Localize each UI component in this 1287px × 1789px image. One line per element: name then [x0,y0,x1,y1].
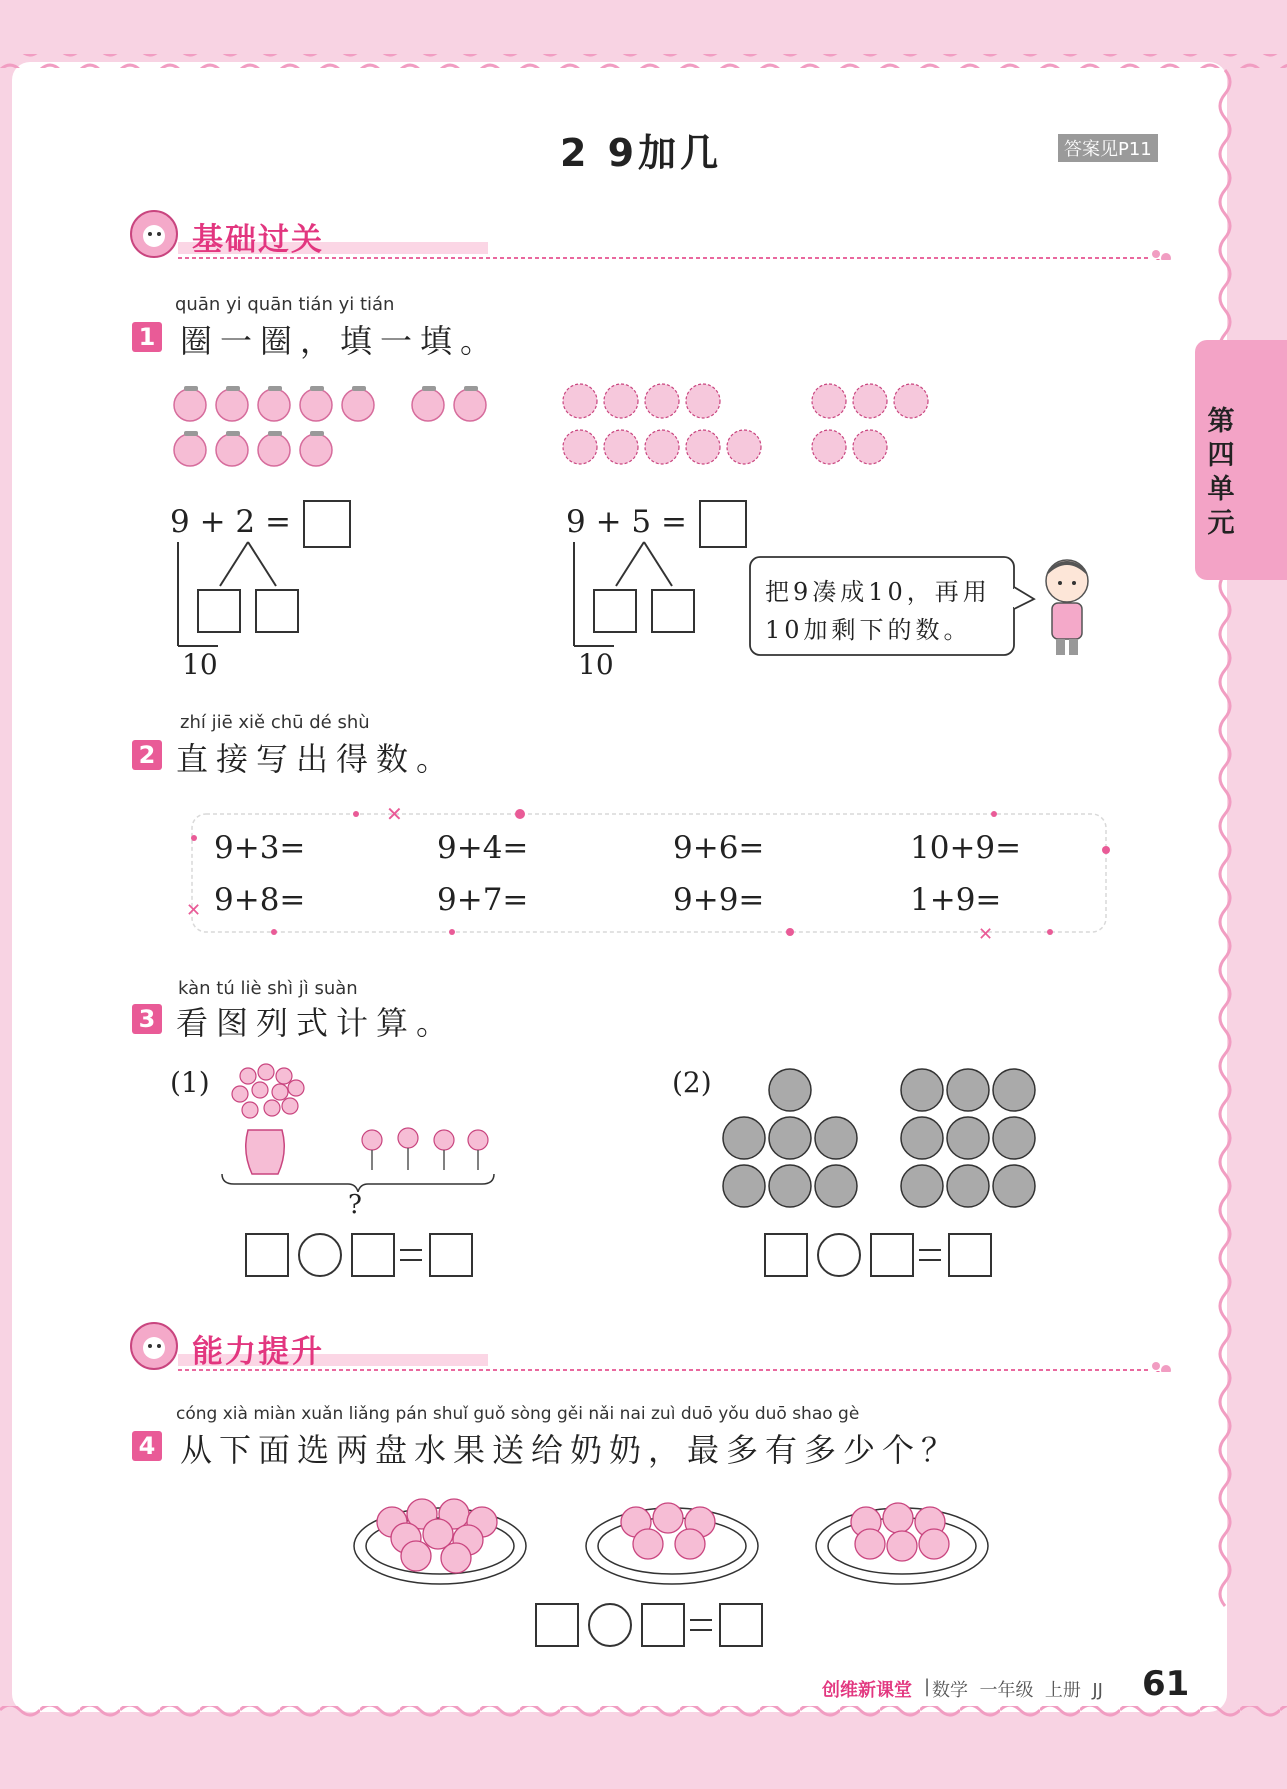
q4-text: 从下面选两盘水果送给奶奶，最多有多少个？ [180,1431,961,1469]
section-ability-title: 能力提升 [192,1334,324,1370]
q1-left-ten-label: 10 [182,648,218,681]
q4-number: 4 [132,1431,162,1461]
q1-right-ten-label: 10 [578,648,614,681]
q3-question-mark: ? [348,1190,362,1220]
soccer-balls-illustration [718,1062,1048,1212]
q3-pinyin: kàn tú liè shì jì suàn [178,978,358,999]
q1-right-decomposition [566,530,726,660]
q4-answer-row [534,1602,768,1650]
q2-item-5: 9+8= [214,882,306,918]
q2-number: 2 [132,740,162,770]
page-number: 61 [1142,1664,1190,1704]
flower-illustration [220,1062,500,1192]
svg-text:✕: ✕ [978,924,994,940]
q2-text: 直接写出得数。 [176,740,457,778]
q1-pinyin: quān yi quān tián yi tián [175,294,395,315]
speech-bubble-line2: 10加剩下的数。 [765,616,972,644]
footer-brand: 创维新课堂 [822,1680,912,1701]
unit-tab-label: 第四单元 [1207,406,1235,539]
q2-item-4: 10+9= [910,830,1022,866]
q2-pinyin: zhí jiē xiě chū dé shù [180,712,370,733]
q3-left-answer-row [244,1232,478,1280]
boy-illustration [1040,555,1095,660]
q3-part1-label: (1) [170,1066,210,1099]
q2-dashed-frame [186,800,1116,940]
q2-item-7: 9+9= [673,882,765,918]
q3-number: 3 [132,1004,162,1034]
q1-right-equation: 9 + 5 = [566,504,687,540]
peach-group-left [165,380,505,480]
footer-subject: 数学 一年级 上册 JJ [932,1680,1103,1701]
q3-text: 看图列式计算。 [176,1004,457,1042]
svg-text:✕: ✕ [186,900,202,921]
q1-number: 1 [132,322,162,352]
section-basic-title: 基础过关 [192,222,324,258]
q4-pinyin: cóng xià miàn xuǎn liǎng pán shuǐ guǒ sòng gěi nǎi nai zuì duō yǒu duō shao gè [176,1404,860,1424]
fruit-plates-illustration [350,1488,990,1598]
q2-item-6: 9+7= [437,882,529,918]
q2-item-1: 9+3= [214,830,306,866]
q2-item-3: 9+6= [673,830,765,866]
q1-left-equation: 9 + 2 = [170,504,291,540]
footer-divider: | [924,1676,931,1697]
answer-reference-badge: 答案见P11 [1058,134,1158,162]
q3-part2-label: (2) [672,1066,712,1099]
circle-group-right [560,380,940,480]
speech-bubble-line1: 把9凑成10，再用 [765,578,991,606]
q3-right-answer-row [763,1232,997,1280]
q2-item-2: 9+4= [437,830,529,866]
q1-text: 圈一圈，填一填。 [180,322,501,360]
svg-text:✕: ✕ [386,802,403,826]
q1-left-decomposition [170,530,330,660]
q2-item-8: 1+9= [910,882,1002,918]
page-title: 2 9加几 [560,131,723,175]
